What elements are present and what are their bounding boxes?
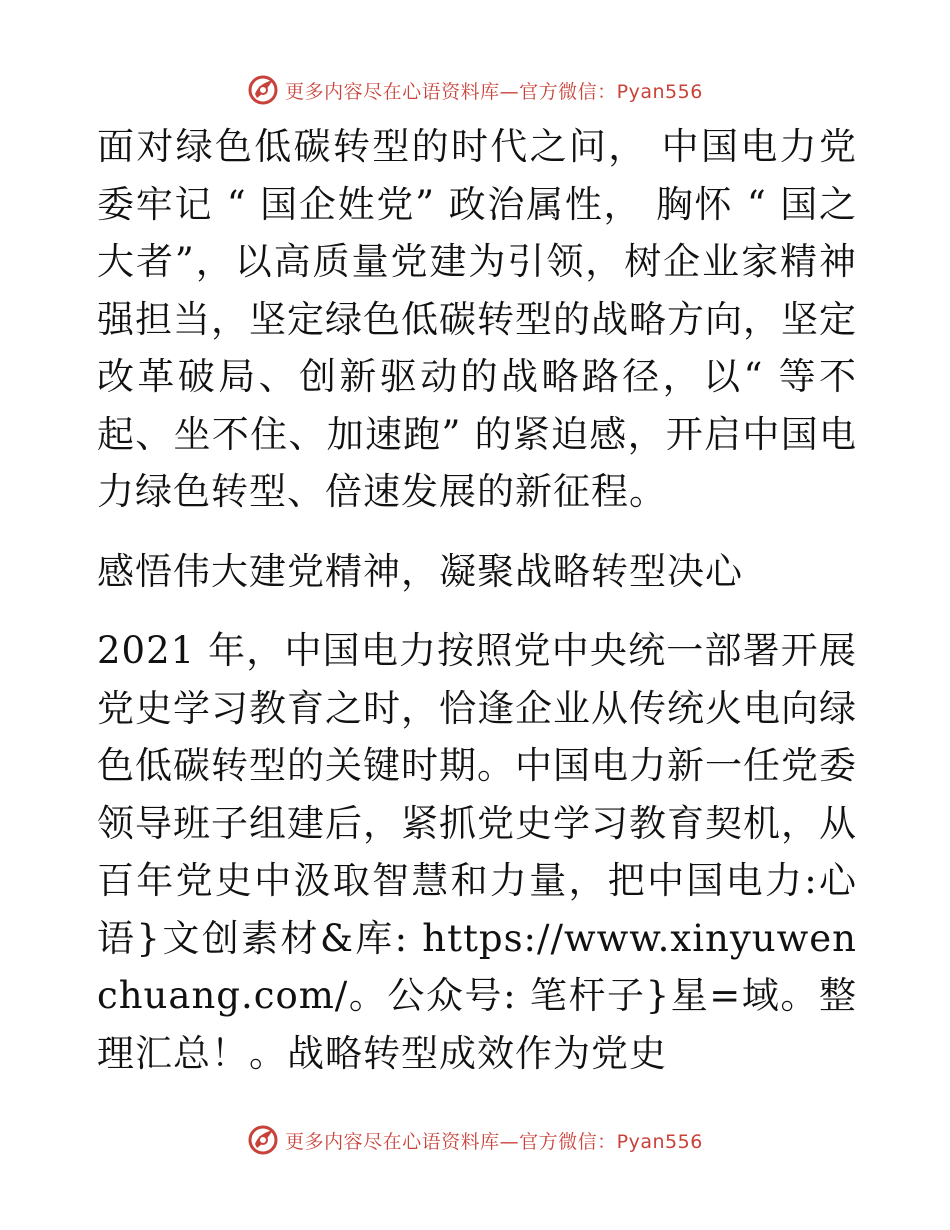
footer-banner [0, 1120, 950, 1160]
paragraph-intro: 面对绿色低碳转型的时代之问， 中国电力党委牢记 “ 国企姓党” 政治属性， 胸怀 “ 国之大者”，以高质量党建为引领，树企业家精神强担当，坚定绿色低碳转型的战略方向，坚定改革破局、创新驱动的战略路径，以“ 等不起、坐不住、加速跑” 的紧迫感，开启中国电力绿色转型、倍速发展的新征程。 [97, 125, 857, 513]
footer-banner-text: 更多内容尽在心语资料库—官方微信：Pyan556 [285, 1130, 703, 1153]
paragraph-body: 2021 年，中国电力按照党中央统一部署开展党史学习教育之时，恰逢企业从传统火电向绿色低碳转型的关键时期。中国电力新一任党委领导班子组建后，紧抓党史学习教育契机，从百年党史中汲取智慧和力量，把中国电力:心语}文创素材&库: https://www.xinyuwenchuang.com/。公众号: 笔杆子}星=域。整理汇总！。战略转型成效作为党史 [97, 629, 857, 1075]
header-banner [0, 70, 950, 110]
document-body [97, 118, 857, 1082]
header-banner-text: 更多内容尽在心语资料库—官方微信：Pyan556 [285, 80, 703, 103]
logo-icon [247, 1124, 279, 1156]
section-heading: 感悟伟大建党精神，凝聚战略转型决心 [97, 549, 743, 593]
logo-icon [247, 74, 279, 106]
